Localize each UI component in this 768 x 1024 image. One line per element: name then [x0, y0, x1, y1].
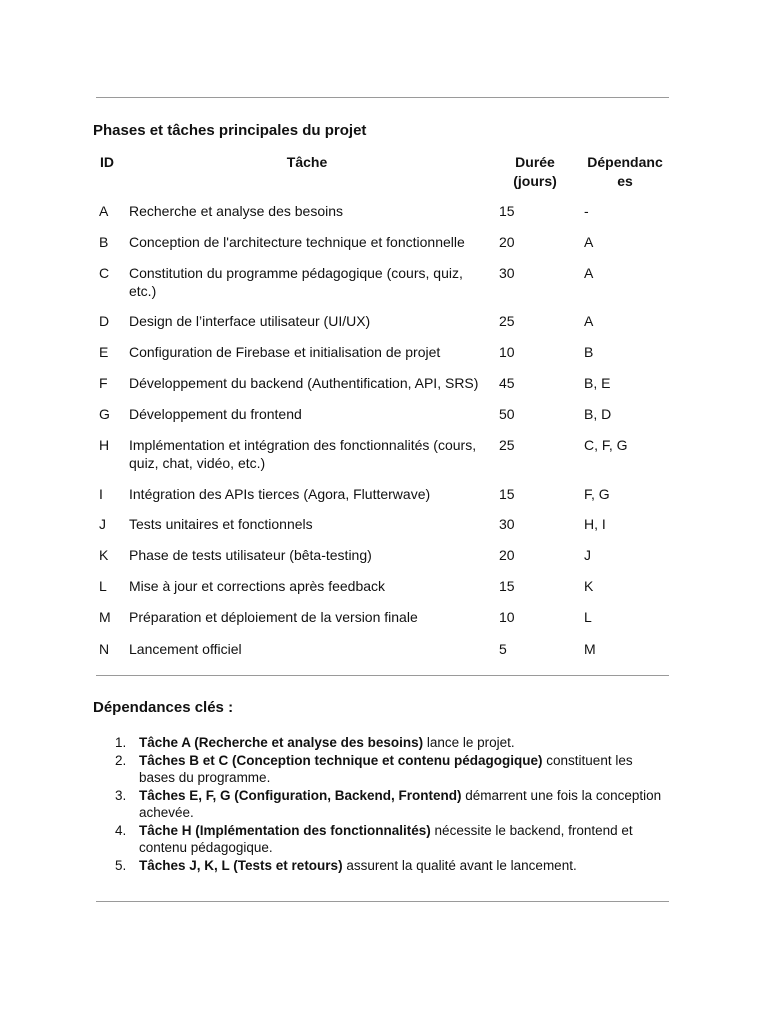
cell-task: Tests unitaires et fonctionnels [129, 516, 313, 532]
cell-task: Conception de l'architecture technique et fonctionnelle [129, 234, 465, 250]
list-item-text: nécessite le backend, frontend et contenu pédagogique. [139, 822, 633, 855]
cell-task: Configuration de Firebase et initialisation de projet [129, 344, 441, 360]
cell-dependencies: - [584, 203, 589, 219]
list-number: 5. [115, 857, 127, 873]
header-id: ID [100, 154, 114, 170]
cell-id: H [99, 437, 110, 453]
header-duration: Durée (jours) [513, 154, 557, 189]
cell-task: Développement du backend (Authentification, API, SRS) [129, 375, 479, 391]
list-item [110, 734, 670, 752]
cell-task: Mise à jour et corrections après feedback [129, 578, 386, 594]
cell-duration: 20 [499, 234, 515, 250]
cell-dependencies: A [584, 265, 594, 281]
cell-id: C [99, 265, 110, 281]
cell-duration: 20 [499, 547, 515, 563]
cell-duration: 15 [499, 203, 515, 219]
cell-dependencies: J [584, 547, 591, 563]
list-item-text: lance le projet. [423, 735, 515, 750]
cell-id: L [99, 578, 107, 594]
key-dependencies-title: Dépendances clés : [93, 699, 234, 716]
cell-task: Design de l’interface utilisateur (UI/UX) [129, 313, 371, 329]
cell-duration: 10 [499, 609, 515, 625]
list-item-text: constituent les bases du programme. [139, 752, 633, 785]
cell-duration: 15 [499, 578, 515, 594]
list-number: 1. [115, 735, 127, 750]
list-item [110, 787, 670, 822]
list-item [110, 857, 670, 875]
cell-dependencies: K [584, 578, 594, 594]
list-item [110, 822, 670, 857]
key-dependencies-list [110, 734, 670, 874]
cell-id: B [99, 234, 109, 250]
cell-dependencies: A [584, 234, 594, 250]
cell-id: I [99, 486, 103, 502]
list-item [110, 752, 670, 787]
cell-dependencies: L [584, 609, 592, 625]
cell-dependencies: M [584, 641, 596, 657]
cell-duration: 15 [499, 486, 515, 502]
cell-duration: 45 [499, 375, 515, 391]
cell-task: Implémentation et intégration des fonctionnalités (cours, quiz, chat, vidéo, etc.) [129, 437, 477, 471]
list-number: 4. [115, 822, 127, 838]
cell-duration: 25 [499, 313, 515, 329]
list-item-bold: Tâches B et C (Conception technique et contenu pédagogique) [139, 752, 543, 768]
cell-id: D [99, 313, 110, 329]
cell-dependencies: A [584, 313, 594, 329]
section-title: Phases et tâches principales du projet [93, 122, 367, 139]
cell-task: Recherche et analyse des besoins [129, 203, 344, 219]
list-item-bold: Tâche H (Implémentation des fonctionnalités) [139, 822, 431, 838]
list-item-text: démarrent une fois la conception achevée. [139, 787, 662, 820]
table-divider [96, 675, 669, 676]
cell-dependencies: B [584, 344, 594, 360]
list-item-text: assurent la qualité avant le lancement. [342, 857, 577, 873]
cell-duration: 30 [499, 265, 515, 281]
cell-duration: 10 [499, 344, 515, 360]
list-number: 2. [115, 752, 127, 768]
cell-duration: 5 [499, 641, 507, 657]
cell-dependencies: B, E [584, 375, 611, 391]
cell-dependencies: F, G [584, 486, 610, 502]
cell-id: E [99, 344, 109, 360]
cell-id: J [99, 516, 106, 532]
list-item-bold: Tâches E, F, G (Configuration, Backend, Frontend) [139, 787, 462, 803]
cell-id: M [99, 609, 111, 625]
cell-id: N [99, 641, 110, 657]
list-item-bold: Tâche A (Recherche et analyse des besoins) [139, 735, 424, 750]
cell-id: G [99, 406, 110, 422]
cell-id: K [99, 547, 109, 563]
cell-id: F [99, 375, 108, 391]
cell-dependencies: B, D [584, 406, 612, 422]
header-task: Tâche [286, 154, 328, 170]
cell-dependencies: C, F, G [584, 437, 628, 453]
cell-duration: 25 [499, 437, 515, 453]
cell-task: Constitution du programme pédagogique (cours, quiz, etc.) [129, 265, 463, 299]
cell-dependencies: H, I [584, 516, 606, 532]
top-divider [96, 97, 669, 98]
cell-task: Lancement officiel [129, 641, 242, 657]
cell-task: Phase de tests utilisateur (bêta-testing) [129, 547, 372, 563]
list-number: 3. [115, 787, 127, 803]
header-dependencies: Dépendanc es [587, 154, 663, 189]
cell-duration: 50 [499, 406, 515, 422]
cell-id: A [99, 203, 109, 219]
cell-task: Développement du frontend [129, 406, 302, 422]
cell-task: Intégration des APIs tierces (Agora, Flutterwave) [129, 486, 431, 502]
bottom-divider [96, 901, 669, 902]
list-item-bold: Tâches J, K, L (Tests et retours) [139, 857, 343, 873]
cell-duration: 30 [499, 516, 515, 532]
cell-task: Préparation et déploiement de la version finale [129, 609, 418, 625]
